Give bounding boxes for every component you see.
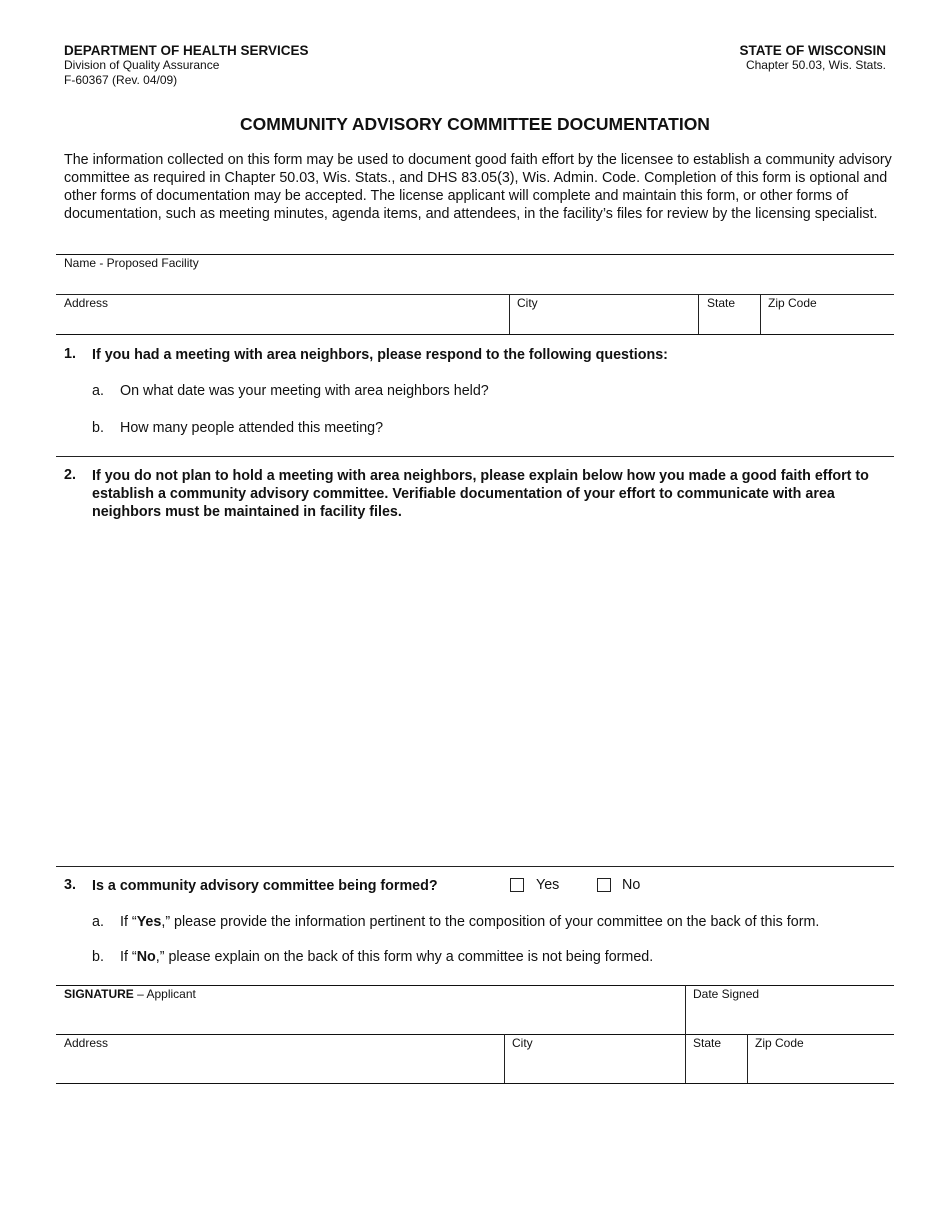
- date-signed-field[interactable]: [686, 986, 894, 1033]
- q3b-text: [120, 949, 653, 965]
- q1a-text: On what date was your meeting with area neighbors held?: [120, 383, 489, 399]
- applicant-address-field[interactable]: [56, 1035, 503, 1082]
- q3a-post: ,” please provide the information pertinent to the composition of your committee on the back of this form.: [161, 914, 820, 930]
- q3a-text: [120, 914, 819, 930]
- yes-label: Yes: [536, 877, 560, 893]
- facility-city-label: City: [517, 296, 538, 310]
- facility-name-field[interactable]: [56, 255, 894, 293]
- applicant-state-label: State: [693, 1036, 722, 1050]
- applicant-address-label: Address: [64, 1036, 109, 1050]
- division-name: Division of Quality Assurance: [64, 58, 220, 72]
- divider-line: [56, 334, 894, 335]
- facility-zip-label: Zip Code: [768, 296, 817, 310]
- q3b-pre: If “: [120, 949, 137, 965]
- state-name: STATE OF WISCONSIN: [739, 43, 886, 58]
- divider-line: [56, 1083, 894, 1084]
- divider-line: [56, 456, 894, 457]
- q1b-text: How many people attended this meeting?: [120, 420, 384, 436]
- facility-state-label: State: [707, 296, 736, 310]
- signature-label-bold: SIGNATURE: [64, 987, 134, 1001]
- no-checkbox[interactable]: [597, 878, 611, 892]
- form-title: COMMUNITY ADVISORY COMMITTEE DOCUMENTATION: [240, 114, 710, 134]
- facility-name-label: Name - Proposed Facility: [64, 256, 199, 270]
- form-number: F-60367 (Rev. 04/09): [64, 73, 178, 87]
- q3a-pre: If “: [120, 914, 137, 930]
- signature-label-rest: – Applicant: [133, 987, 196, 1001]
- q3b-bold: No: [136, 949, 156, 965]
- q3-text: Is a community advisory committee being formed?: [92, 878, 438, 894]
- facility-zip-field[interactable]: [761, 295, 894, 333]
- q2-number: 2.: [64, 467, 76, 483]
- q2-text: If you do not plan to hold a meeting with area neighbors, please explain below how you made a good faith effort to establish a community advisory committee. Verifiable documentation of your effort to communicate with area neighbors must be maintained in facility files.: [92, 468, 869, 520]
- divider-line: [56, 866, 894, 867]
- q3b-letter: b.: [92, 949, 104, 965]
- intro-paragraph: The information collected on this form may be used to document good faith effort by the licensee to establish a community advisory committee as required in Chapter 50.03, Wis. Stats., and DHS 83.05(3), Wis. Admin. Code. Completion of this form is optional and other forms of documentation may be accepted. The license applicant will complete and maintain this form, or other forms of documentation, such as meeting minutes, agenda items, and attendees, in the facility’s files for review by the licensing specialist.: [64, 152, 892, 222]
- good-faith-explanation-field[interactable]: [64, 530, 890, 860]
- no-label: No: [622, 877, 641, 893]
- q3-number: 3.: [64, 877, 76, 893]
- facility-state-field[interactable]: [699, 295, 760, 333]
- applicant-city-field[interactable]: [505, 1035, 684, 1082]
- applicant-state-field[interactable]: [686, 1035, 746, 1082]
- facility-address-field[interactable]: [56, 295, 508, 333]
- q1-number: 1.: [64, 346, 76, 362]
- applicant-city-label: City: [512, 1036, 533, 1050]
- attendee-count-field[interactable]: [420, 417, 890, 439]
- q3a-bold: Yes: [136, 914, 162, 930]
- q1a-letter: a.: [92, 383, 104, 399]
- yes-checkbox[interactable]: [510, 878, 524, 892]
- facility-city-field[interactable]: [510, 295, 698, 333]
- facility-address-label: Address: [64, 296, 109, 310]
- statute-reference: Chapter 50.03, Wis. Stats.: [745, 58, 886, 72]
- q3b-post: ,” please explain on the back of this form why a committee is not being formed.: [155, 949, 654, 965]
- q1-text: If you had a meeting with area neighbors, please respond to the following questions:: [92, 347, 668, 363]
- applicant-zip-field[interactable]: [748, 1035, 894, 1082]
- applicant-signature-field[interactable]: [56, 986, 684, 1033]
- q3a-letter: a.: [92, 914, 104, 930]
- applicant-zip-label: Zip Code: [755, 1036, 804, 1050]
- date-signed-label: Date Signed: [693, 987, 760, 1001]
- meeting-date-field[interactable]: [540, 380, 890, 402]
- header-left: [64, 43, 309, 88]
- q1b-letter: b.: [92, 420, 104, 436]
- department-name: DEPARTMENT OF HEALTH SERVICES: [64, 43, 309, 58]
- header-right: [740, 43, 887, 73]
